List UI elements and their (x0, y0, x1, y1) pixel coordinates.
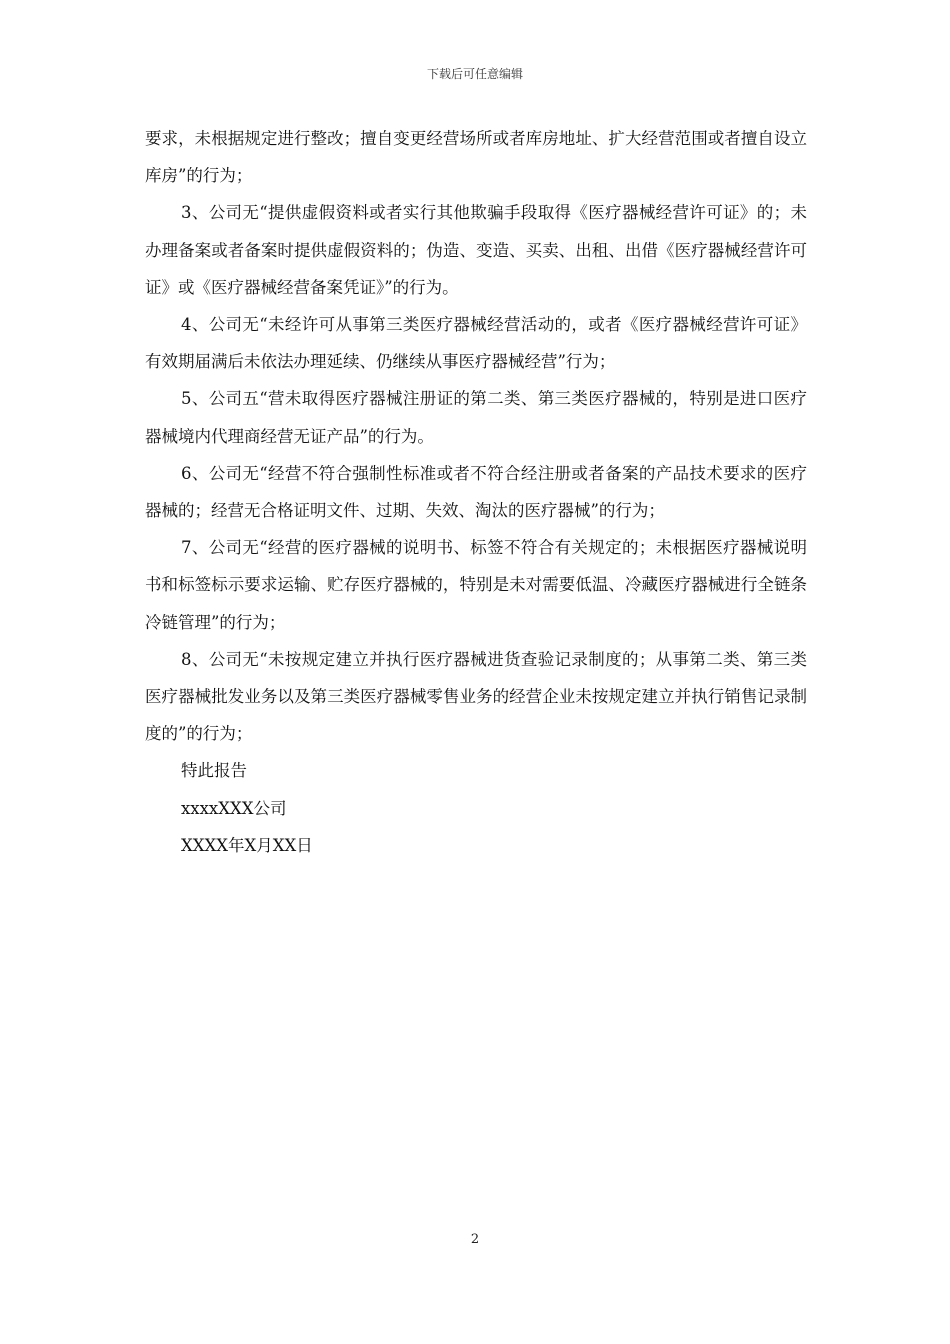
paragraph-continuation: 要求，未根据规定进行整改；擅自变更经营场所或者库房地址、扩大经营范围或者擅自设立库房”的行为； (145, 129, 807, 186)
page-number: 2 (470, 1232, 480, 1247)
paragraph-item-4: 4、公司无“未经许可从事第三类医疗器械经营活动的，或者《医疗器械经营许可证》有效期届满后未依法办理延续、仍继续从事医疗器械经营”行为； (145, 315, 807, 372)
paragraph-item-3: 3、公司无“提供虚假资料或者实行其他欺骗手段取得《医疗器械经营许可证》的；未办理备案或者备案时提供虚假资料的；伪造、变造、买卖、出租、出借《医疗器械经营许可证》或《医疗器械经营备案凭证》”的行为。 (145, 203, 807, 297)
closing-statement: 特此报告 (181, 761, 247, 781)
paragraph-item-6: 6、公司无“经营不符合强制性标准或者不符合经注册或者备案的产品技术要求的医疗器械的；经营无合格证明文件、过期、失效、淘汰的医疗器械”的行为； (145, 463, 807, 521)
signature-date: XXXX年X月XX日 (181, 835, 313, 855)
document-body (145, 120, 807, 864)
paragraph-item-5: 5、公司五“营未取得医疗器械注册证的第二类、第三类医疗器械的，特别是进口医疗器械境内代理商经营无证产品”的行为。 (145, 389, 807, 446)
company-signature: xxxxXXX公司 (181, 798, 287, 818)
page-header: 下载后可任意编辑 (426, 67, 523, 81)
paragraph-item-8: 8、公司无“未按规定建立并执行医疗器械进货查验记录制度的；从事第二类、第三类医疗器械批发业务以及第三类医疗器械零售业务的经营企业未按规定建立并执行销售记录制度的”的行为； (145, 649, 807, 744)
paragraph-item-7: 7、公司无“经营的医疗器械的说明书、标签不符合有关规定的；未根据医疗器械说明书和标签标示要求运输、贮存医疗器械的，特别是未对需要低温、冷藏医疗器械进行全链条冷链管理”的行为； (145, 538, 807, 632)
